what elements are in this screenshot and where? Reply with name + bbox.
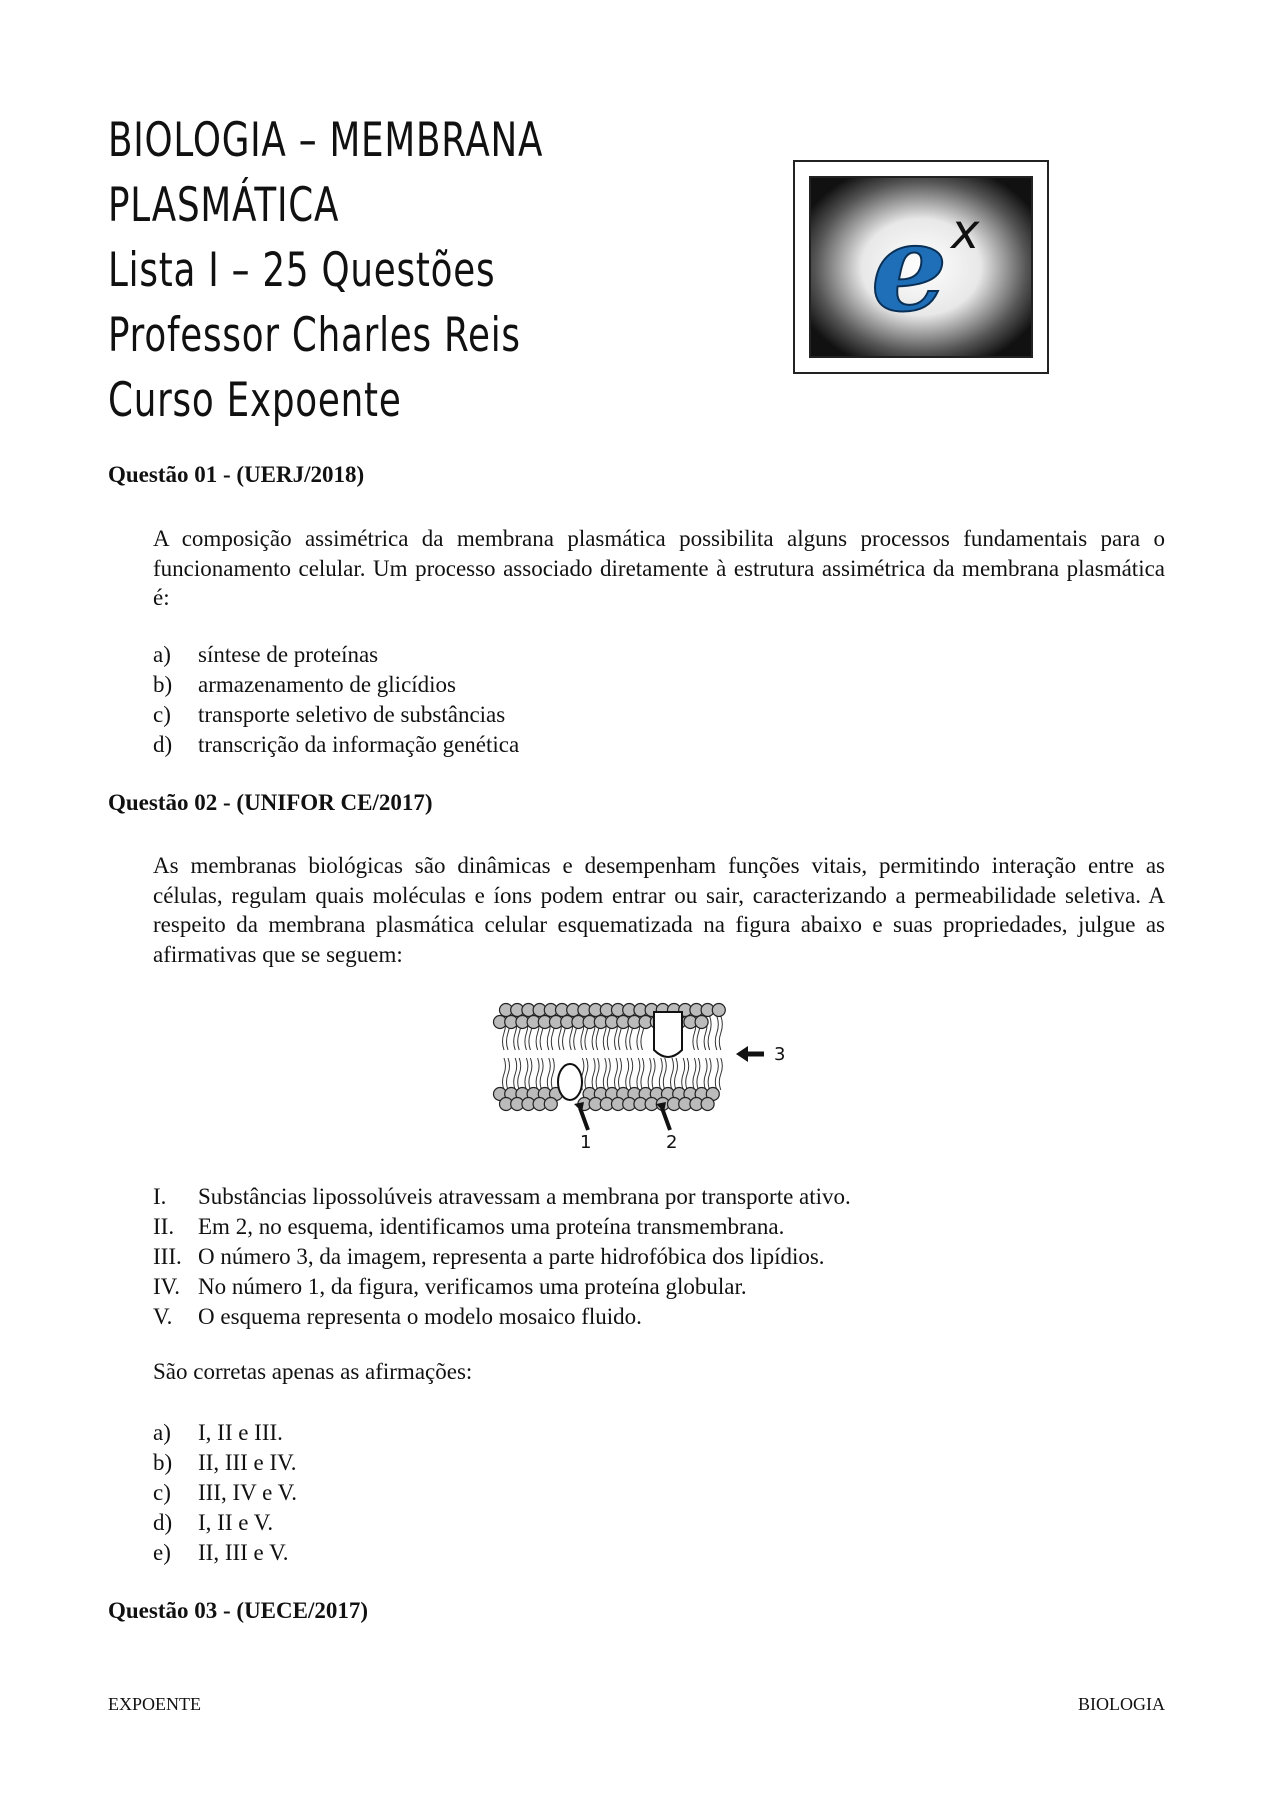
phospholipid-tail: [585, 1058, 588, 1090]
phospholipid-tail: [697, 1058, 700, 1090]
phospholipid-bilayer: [494, 1004, 726, 1111]
phospholipid-tail: [663, 1058, 666, 1090]
option-letter: e): [153, 1540, 171, 1565]
option-item: [153, 700, 519, 730]
logo-frame: [809, 176, 1033, 358]
expoente-logo: [793, 160, 1049, 374]
option-letter: c): [153, 1480, 171, 1505]
phospholipid-head: [712, 1004, 725, 1017]
option-letter: b): [153, 672, 173, 697]
figure-label-2: 2: [666, 1132, 678, 1153]
option-text: II, III e V.: [198, 1540, 289, 1565]
phospholipid-tail: [603, 1058, 606, 1090]
membrane-figure: [484, 998, 794, 1153]
logo-graphic: [811, 178, 1031, 356]
option-item: [153, 640, 519, 670]
phospholipid-tail: [551, 1058, 554, 1090]
peripheral-protein: [654, 1012, 682, 1057]
option-item: [153, 1538, 297, 1568]
phospholipid-tail: [596, 1058, 599, 1090]
phospholipid-tail: [715, 1058, 718, 1090]
phospholipid-tail: [514, 1058, 517, 1090]
statement-text: Em 2, no esquema, identificamos uma proteína transmembrana.: [198, 1214, 785, 1239]
option-letter: a): [153, 642, 171, 667]
statement-text: Substâncias lipossolúveis atravessam a membrana por transporte ativo.: [198, 1184, 851, 1209]
phospholipid-tail: [708, 1058, 711, 1090]
answer-options: [153, 1418, 297, 1568]
question-heading: Questão 02 - (UNIFOR CE/2017): [108, 790, 433, 815]
phospholipid-tail: [536, 1058, 539, 1090]
phospholipid-tail: [592, 1058, 595, 1090]
question-prompt: São corretas apenas as afirmações:: [153, 1359, 473, 1384]
arrow-3-head: [736, 1046, 748, 1062]
footer-left: EXPOENTE: [108, 1694, 201, 1714]
statement-item: [153, 1302, 851, 1332]
statement-text: No número 1, da figura, verificamos uma proteína globular.: [198, 1274, 747, 1299]
question-heading: Questão 01 - (UERJ/2018): [108, 462, 365, 487]
statement-item: [153, 1212, 851, 1242]
option-letter: b): [153, 1450, 173, 1475]
option-text: armazenamento de glicídios: [198, 672, 457, 697]
option-item: [153, 730, 519, 760]
statement-numeral: III.: [153, 1244, 182, 1269]
phospholipid-tail: [693, 1058, 696, 1090]
phospholipid-tail: [648, 1058, 651, 1090]
phospholipid-tail: [529, 1058, 532, 1090]
statement-item: [153, 1242, 851, 1272]
option-item: [153, 1478, 297, 1508]
phospholipid-tail: [607, 1058, 610, 1090]
statement-numeral: IV.: [153, 1274, 181, 1299]
phospholipid-tail: [719, 1016, 722, 1050]
option-item: [153, 1448, 297, 1478]
phospholipid-tail: [626, 1058, 629, 1090]
phospholipid-tail: [704, 1058, 707, 1090]
phospholipid-tail: [637, 1058, 640, 1090]
option-letter: c): [153, 702, 171, 727]
option-text: transporte seletivo de substâncias: [198, 702, 506, 727]
option-text: síntese de proteínas: [198, 642, 379, 667]
statement-numeral: I.: [153, 1184, 167, 1209]
phospholipid-tail: [518, 1058, 521, 1090]
logo-letter: e: [871, 198, 948, 339]
statement-item: [153, 1182, 851, 1212]
phospholipid-tail: [719, 1058, 722, 1090]
statement-list: [153, 1182, 851, 1332]
answer-options: [153, 640, 519, 760]
figure-label-1: 1: [580, 1132, 592, 1153]
phospholipid-tail: [686, 1058, 689, 1090]
statement-numeral: V.: [153, 1304, 173, 1329]
option-text: III, IV e V.: [198, 1480, 298, 1505]
figure-label-3: 3: [774, 1044, 786, 1065]
phospholipid-head: [544, 1098, 557, 1111]
logo-exponent: x: [951, 204, 980, 260]
option-text: transcrição da informação genética: [198, 732, 520, 757]
phospholipid-tail: [675, 1058, 678, 1090]
phospholipid-tail: [547, 1058, 550, 1090]
phospholipid-tail: [630, 1058, 633, 1090]
phospholipid-tail: [652, 1058, 655, 1090]
arrow-1: [580, 1108, 588, 1130]
phospholipid-head: [695, 1016, 708, 1029]
membrane-diagram: [484, 998, 794, 1153]
question-text: As membranas biológicas são dinâmicas e desempenham funções vitais, permitindo interação entre as células, regulam quais moléculas e íons podem entrar ou sair, caracterizando a permeabilidade seletiva. A respeito da membrana plasmática celular esquematizada na figura abaixo e suas propriedades, julgue as afirmativas que se seguem:: [153, 853, 1165, 967]
phospholipid-tail: [525, 1058, 528, 1090]
option-letter: a): [153, 1420, 171, 1445]
option-text: I, II e III.: [198, 1420, 283, 1445]
option-item: [153, 1418, 297, 1448]
phospholipid-tail: [715, 1016, 718, 1050]
phospholipid-tail: [659, 1058, 662, 1090]
phospholipid-head: [701, 1098, 714, 1111]
phospholipid-tail: [641, 1058, 644, 1090]
title-line: PLASMÁTICA: [108, 178, 340, 233]
statement-item: [153, 1272, 851, 1302]
option-item: [153, 670, 519, 700]
option-text: II, III e IV.: [198, 1450, 297, 1475]
option-letter: d): [153, 1510, 173, 1535]
statement-text: O número 3, da imagem, representa a parte hidrofóbica dos lipídios.: [198, 1244, 825, 1269]
arrow-2: [662, 1108, 670, 1130]
footer-right: BIOLOGIA: [1078, 1694, 1165, 1714]
phospholipid-tail: [671, 1058, 674, 1090]
phospholipid-tail: [682, 1058, 685, 1090]
phospholipid-tail: [503, 1058, 506, 1090]
phospholipid-tail: [540, 1058, 543, 1090]
globular-protein: [558, 1064, 582, 1100]
phospholipid-tail: [619, 1058, 622, 1090]
question-heading: Questão 03 - (UECE/2017): [108, 1598, 369, 1623]
document-title: [108, 108, 594, 433]
question-text: A composição assimétrica da membrana plasmática possibilita alguns processos fundamentais para o funcionamento celular. Um processo associado diretamente à estrutura assimétrica da membrana plasmática é:: [153, 526, 1165, 610]
phospholipid-tail: [615, 1058, 618, 1090]
phospholipid-tail: [507, 1058, 510, 1090]
option-text: I, II e V.: [198, 1510, 274, 1535]
title-line: BIOLOGIA – MEMBRANA: [108, 113, 544, 168]
statement-text: O esquema representa o modelo mosaico fluido.: [198, 1304, 642, 1329]
title-line: Professor Charles Reis: [108, 308, 521, 363]
statement-numeral: II.: [153, 1214, 175, 1239]
title-line: Curso Expoente: [108, 373, 402, 428]
option-item: [153, 1508, 297, 1538]
title-line: Lista I – 25 Questões: [108, 243, 496, 298]
option-letter: d): [153, 732, 173, 757]
